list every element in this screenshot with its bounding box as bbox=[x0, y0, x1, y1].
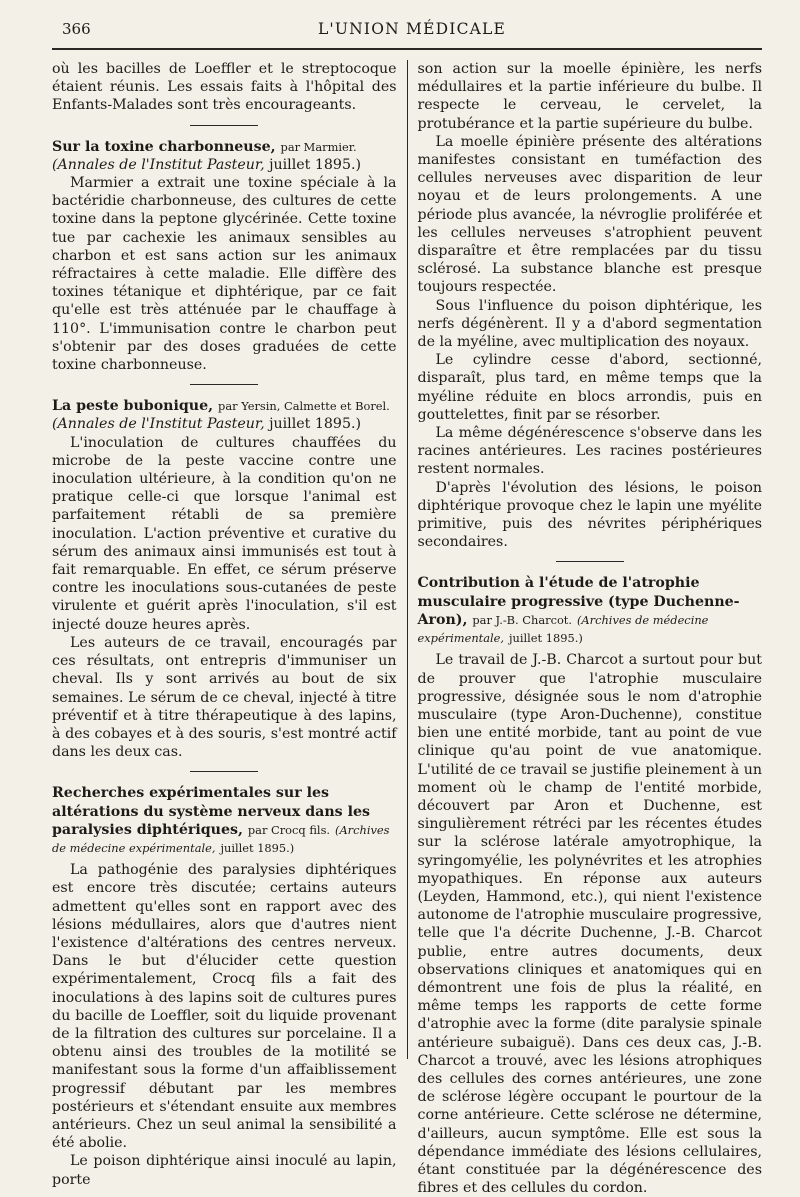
publication-date: juillet 1895.) bbox=[220, 840, 295, 855]
article-paragraph: Sous l'influence du poison diphtérique, les nerfs dégénèrent. Il y a d'abord segmentation de la myéline, avec multiplication des noyaux. bbox=[417, 297, 762, 351]
page-number: 366 bbox=[62, 20, 91, 38]
article-source bbox=[52, 156, 397, 174]
article-author: par J.-B. Charcot. bbox=[472, 612, 573, 627]
journal-name: (Archives de médecine expérimentale, bbox=[417, 612, 709, 646]
article-author: par Crocq fils. bbox=[247, 822, 331, 837]
left-column bbox=[52, 60, 397, 1188]
publication-date: juillet 1895.) bbox=[269, 416, 362, 433]
article-heading-anthrax bbox=[52, 138, 397, 156]
article-paragraph: Le cylindre cesse d'abord, sectionné, disparaît, plus tard, en même temps que la myéline réduite en blocs arrondis, puis en gouttelettes, finit par se résorber. bbox=[417, 352, 762, 423]
section-separator bbox=[556, 561, 624, 562]
page-header bbox=[62, 20, 762, 42]
publication-date: juillet 1895.) bbox=[269, 156, 362, 173]
article-title: Recherches expérimentales sur les altérations du système nerveux dans les paralysies diphtériques, bbox=[52, 785, 370, 838]
continued-paragraph: où les bacilles de Loeffler et le streptocoque étaient réunis. Les essais faits à l'hôpital des Enfants-Malades sont très encourageants. bbox=[52, 61, 397, 114]
article-paragraph: L'inoculation de cultures chauffées du microbe de la peste vaccine contre une inoculation ultérieure, à la condition qu'on ne pratique celle-ci que lorsque l'animal est parfaitement rétabli de sa première inoculation. L'action préventive et curative du sérum des animaux ainsi immunisés est tout à fait remarquable. En effet, ce sérum préserve contre les inoculations sous-cutanées de peste virulente et guérit après l'inoculation, s'il est injecté douze heures après. bbox=[52, 434, 397, 633]
article-heading-atrophy bbox=[418, 574, 763, 647]
column-rule bbox=[407, 60, 408, 1059]
article-heading-diphtheria bbox=[52, 784, 397, 857]
article-title: Sur la toxine charbonneuse, bbox=[52, 138, 276, 155]
journal-name: (Annales de l'Institut Pasteur, bbox=[52, 156, 265, 173]
article-author: par Yersin, Calmette et Borel. bbox=[218, 399, 390, 414]
article-author: par Marmier. bbox=[280, 139, 357, 154]
right-column bbox=[417, 60, 763, 1197]
article-paragraph: La même dégénérescence s'observe dans les racines antérieures. Les racines postérieures restent normales. bbox=[417, 425, 762, 478]
article-title: La peste bubonique, bbox=[52, 398, 214, 415]
article-paragraph: Le poison diphtérique ainsi inoculé au lapin, porte bbox=[52, 1153, 397, 1188]
running-title: L'UNION MÉDICALE bbox=[317, 20, 507, 38]
two-column-body bbox=[52, 60, 762, 1197]
article-heading-plague bbox=[52, 397, 397, 415]
article-paragraph: Marmier a extrait une toxine spéciale à la bactéridie charbonneuse, des cultures de cette toxine dans la peptone glycérinée. Cette toxine tue par cachexie les animaux sensibles au charbon et est sans action sur les animaux réfractaires à cette maladie. Elle diffère des toxines tétanique et diphtérique, par ce fait qu'elle est très atténuée par le chauffage à 110°. L'immunisation contre le charbon peut s'obtenir par des doses graduées de cette toxine charbonneuse. bbox=[52, 175, 397, 374]
header-rule bbox=[52, 48, 762, 50]
article-paragraph: D'après l'évolution des lésions, le poison diphtérique provoque chez le lapin une myélite primitive, puis des névrites périphériques secondaires. bbox=[417, 479, 762, 551]
article-title: Contribution à l'étude de l'atrophie musculaire progressive (type Duchenne-Aron), bbox=[417, 575, 740, 628]
article-paragraph: La moelle épinière présente des altérations manifestes consistant en tuméfaction des cellules nerveuses avec disparition de leur noyau et de leurs prolongements. A une période plus avancée, la névroglie proliférée et les cellules nerveuses s'atrophient peuvent disparaître et être remplacées par du tissu sclérosé. La substance blanche est presque toujours respectée. bbox=[417, 133, 762, 296]
article-paragraph: La pathogénie des paralysies diphtériques est encore très discutée; certains auteurs admettent qu'elles sont en rapport avec des lésions médullaires, alors que d'autres nient l'existence d'altérations des centres nerveux. Dans le but d'élucider cette question expérimentalement, Crocq fils a fait des inoculations à des lapins soit de cultures pures du bacille de Loeffler, soit du liquide provenant de la filtration des cultures sur porcelaine. Il a obtenu ainsi des troubles de la motilité se manifestant sous la forme d'un affaiblissement progressif débutant par les membres postérieurs et s'étendant ensuite aux membres antérieurs. Chez un seul animal la sensibilité a été abolie. bbox=[52, 862, 397, 1152]
journal-name: (Archives de médecine expérimentale, bbox=[52, 822, 390, 855]
section-separator bbox=[190, 384, 258, 385]
article-source bbox=[52, 415, 397, 433]
article-paragraph: Les auteurs de ce travail, encouragés par ces résultats, ont entrepris d'immuniser un cheval. Ils y sont arrivés au bout de six semaines. Le sérum de ce cheval, injecté à titre préventif et à titre thérapeutique à des lapins, à des cobayes et à des souris, s'est montré actif dans les deux cas. bbox=[52, 634, 397, 761]
article-paragraph: Le travail de J.-B. Charcot a surtout pour but de prouver que l'atrophie musculaire progressive, désignée sous le nom d'atrophie musculaire (type Aron-Duchenne), constitue bien une entité morbide, tant au point de vue clinique qu'au point de vue anatomique. L'utilité de ce travail se justifie pleinement à un moment où le champ de l'entité morbide, découvert par Aron et Duchenne, est singulièrement rétréci par les récentes études sur la sclérose latérale amyotrophique, la syringomyélie, les polynévrites et les atrophies myopathiques. En réponse aux auteurs (Leyden, Hammond, etc.), qui nient l'existence autonome de l'atrophie musculaire progressive, telle que l'a décrite Duchenne, J.-B. Charcot publie, entre autres documents, deux observations cliniques et anatomiques qui en démontrent une fois de plus la réalité, en même temps les rapports de cette forme d'atrophie avec la forme (dite paralysie spinale antérieure subaiguë). Dans ces deux cas, J.-B. Charcot a trouvé, avec les lésions atrophiques des cellules des cornes antérieures, une zone de sclérose légère occupant le pourtour de la corne antérieure. Cette sclérose ne détermine, d'ailleurs, aucun symptôme. Elle est sous la dépendance immédiate des lésions cellulaires, étant constituée par la dégénérescence des fibres et des cellules du cordon. bbox=[417, 652, 762, 1197]
section-separator bbox=[190, 125, 258, 126]
continued-paragraph: son action sur la moelle épinière, les nerfs médullaires et la partie inférieure du bulbe. Il respecte le cerveau, le cervelet, la protubérance et la partie supérieure du bulbe. bbox=[417, 61, 762, 132]
publication-date: juillet 1895.) bbox=[509, 631, 583, 646]
journal-name: (Annales de l'Institut Pasteur, bbox=[52, 416, 265, 433]
section-separator bbox=[190, 771, 258, 772]
